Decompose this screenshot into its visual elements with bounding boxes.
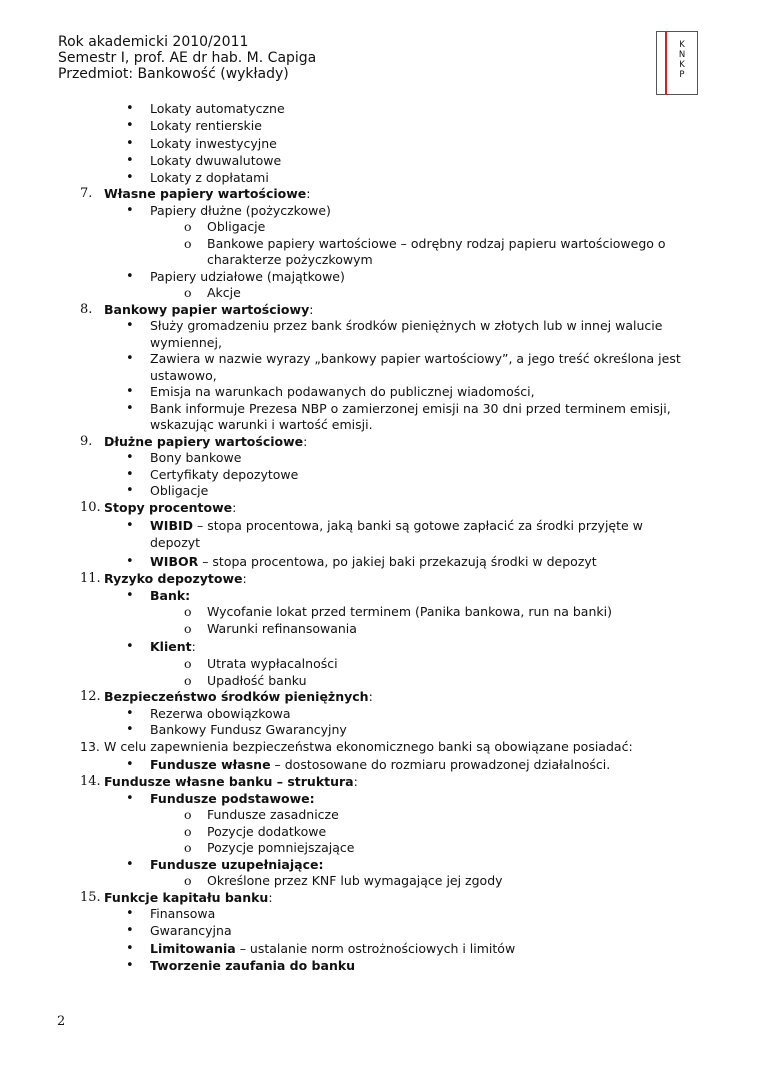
sub-list-item: o Warunki refinansowania xyxy=(184,620,357,636)
list-item: • Lokaty dwuwalutowe xyxy=(126,153,282,168)
sub-list-item: o Akcje xyxy=(184,285,241,300)
section-8-heading: 8. Bankowy papier wartościowy: xyxy=(80,301,314,317)
list-item: • Emisja na warunkach podawanych do publicznej wiadomości, xyxy=(126,384,535,399)
lecture-notes xyxy=(0,101,760,975)
logo-red-line xyxy=(665,31,667,95)
list-item: • Tworzenie zaufania do banku xyxy=(126,958,356,973)
list-item: • Rezerwa obowiązkowa xyxy=(126,705,291,721)
list-item-cont: wskazując warunki i wartość emisji. xyxy=(150,417,373,432)
list-item: • WIBID – stopa procentowa, jaką banki są gotowe zapłacić za środki przyjęte w xyxy=(126,518,643,533)
sub-list-item: o Pozycje pomniejszające xyxy=(184,840,355,855)
list-item-cont: depozyt xyxy=(150,535,201,550)
list-item: • Bank informuje Prezesa NBP o zamierzonej emisji na 30 dni przed terminem emisji, xyxy=(126,400,671,416)
section-14-heading: 14. Fundusze własne banku – struktura: xyxy=(80,774,358,789)
sub-list-item: o Bankowe papiery wartościowe – odrębny rodzaj papieru wartościowego o xyxy=(184,235,666,251)
list-item: • Papiery dłużne (pożyczkowe) xyxy=(126,202,331,218)
list-item: • WIBOR – stopa procentowa, po jakiej baki przekazują środki w depozyt xyxy=(126,553,597,569)
section-10-heading: 10. Stopy procentowe: xyxy=(80,499,237,515)
sub-list-item: o Utrata wypłacalności xyxy=(184,656,338,671)
list-item: • Certyfikaty depozytowe xyxy=(126,466,299,482)
list-item: • Bank: xyxy=(126,588,191,603)
sub-list-item: o Pozycje dodatkowe xyxy=(184,823,327,839)
list-item: • Limitowania – ustalanie norm ostrożnościowych i limitów xyxy=(126,941,516,956)
list-item: • Papiery udziałowe (majątkowe) xyxy=(126,268,345,284)
header-subject: Przedmiot: Bankowość (wykłady) xyxy=(58,66,289,82)
list-item: • Gwarancyjna xyxy=(126,922,232,938)
list-item-cont: ustawowo, xyxy=(150,367,217,383)
section-15-heading: 15. Funkcje kapitału banku: xyxy=(80,889,273,905)
sub-list-item: o Fundusze zasadnicze xyxy=(184,807,339,822)
list-item: • Bony bankowe xyxy=(126,450,242,465)
sub-list-item: o Wycofanie lokat przed terminem (Panika bankowa, run na banki) xyxy=(184,604,612,619)
section-9-heading: 9. Dłużne papiery wartościowe: xyxy=(80,433,308,449)
sub-list-item: o Obligacje xyxy=(184,219,266,234)
list-item: • Finansowa xyxy=(126,906,216,921)
list-item: • Obligacje xyxy=(126,483,209,498)
page-number: 2 xyxy=(57,1014,66,1029)
list-item: • Bankowy Fundusz Gwarancyjny xyxy=(126,722,347,737)
list-item: • Lokaty rentierskie xyxy=(126,117,262,133)
list-item: • Fundusze podstawowe: xyxy=(126,790,315,806)
knkp-logo xyxy=(656,31,698,95)
list-item: • Klient: xyxy=(126,639,196,654)
sub-list-item: o Określone przez KNF lub wymagające jej zgody xyxy=(184,873,503,888)
header-academic-year: Rok akademicki 2010/2011 xyxy=(58,34,249,50)
list-item: • Zawiera w nazwie wyrazy „bankowy papier wartościowy”, a jego treść określona jest xyxy=(126,351,681,366)
section-13-heading: 13. W celu zapewnienia bezpieczeństwa ekonomicznego banki są obowiązane posiadać: xyxy=(80,738,633,754)
logo-letters: K N K P xyxy=(678,40,686,80)
list-item-cont: wymiennej, xyxy=(150,334,222,350)
section-7-heading: 7. Własne papiery wartościowe: xyxy=(80,186,311,201)
section-12-heading: 12. Bezpieczeństwo środków pieniężnych: xyxy=(80,689,373,704)
sub-list-item-cont: charakterze pożyczkowym xyxy=(207,252,373,267)
document-header xyxy=(58,34,316,82)
section-11-heading: 11. Ryzyko depozytowe: xyxy=(80,570,247,586)
list-item: • Służy gromadzeniu przez bank środków pieniężnych w złotych lub w innej walucie xyxy=(126,318,663,333)
list-item: • Fundusze własne – dostosowane do rozmiaru prowadzonej działalności. xyxy=(126,757,611,772)
header-semester: Semestr I, prof. AE dr hab. M. Capiga xyxy=(58,50,317,66)
list-item: • Lokaty automatyczne xyxy=(126,101,285,116)
list-item: • Lokaty inwestycyjne xyxy=(126,136,277,151)
sub-list-item: o Upadłość banku xyxy=(184,672,307,688)
list-item: • Lokaty z dopłatami xyxy=(126,169,269,185)
list-item: • Fundusze uzupełniające: xyxy=(126,856,324,872)
